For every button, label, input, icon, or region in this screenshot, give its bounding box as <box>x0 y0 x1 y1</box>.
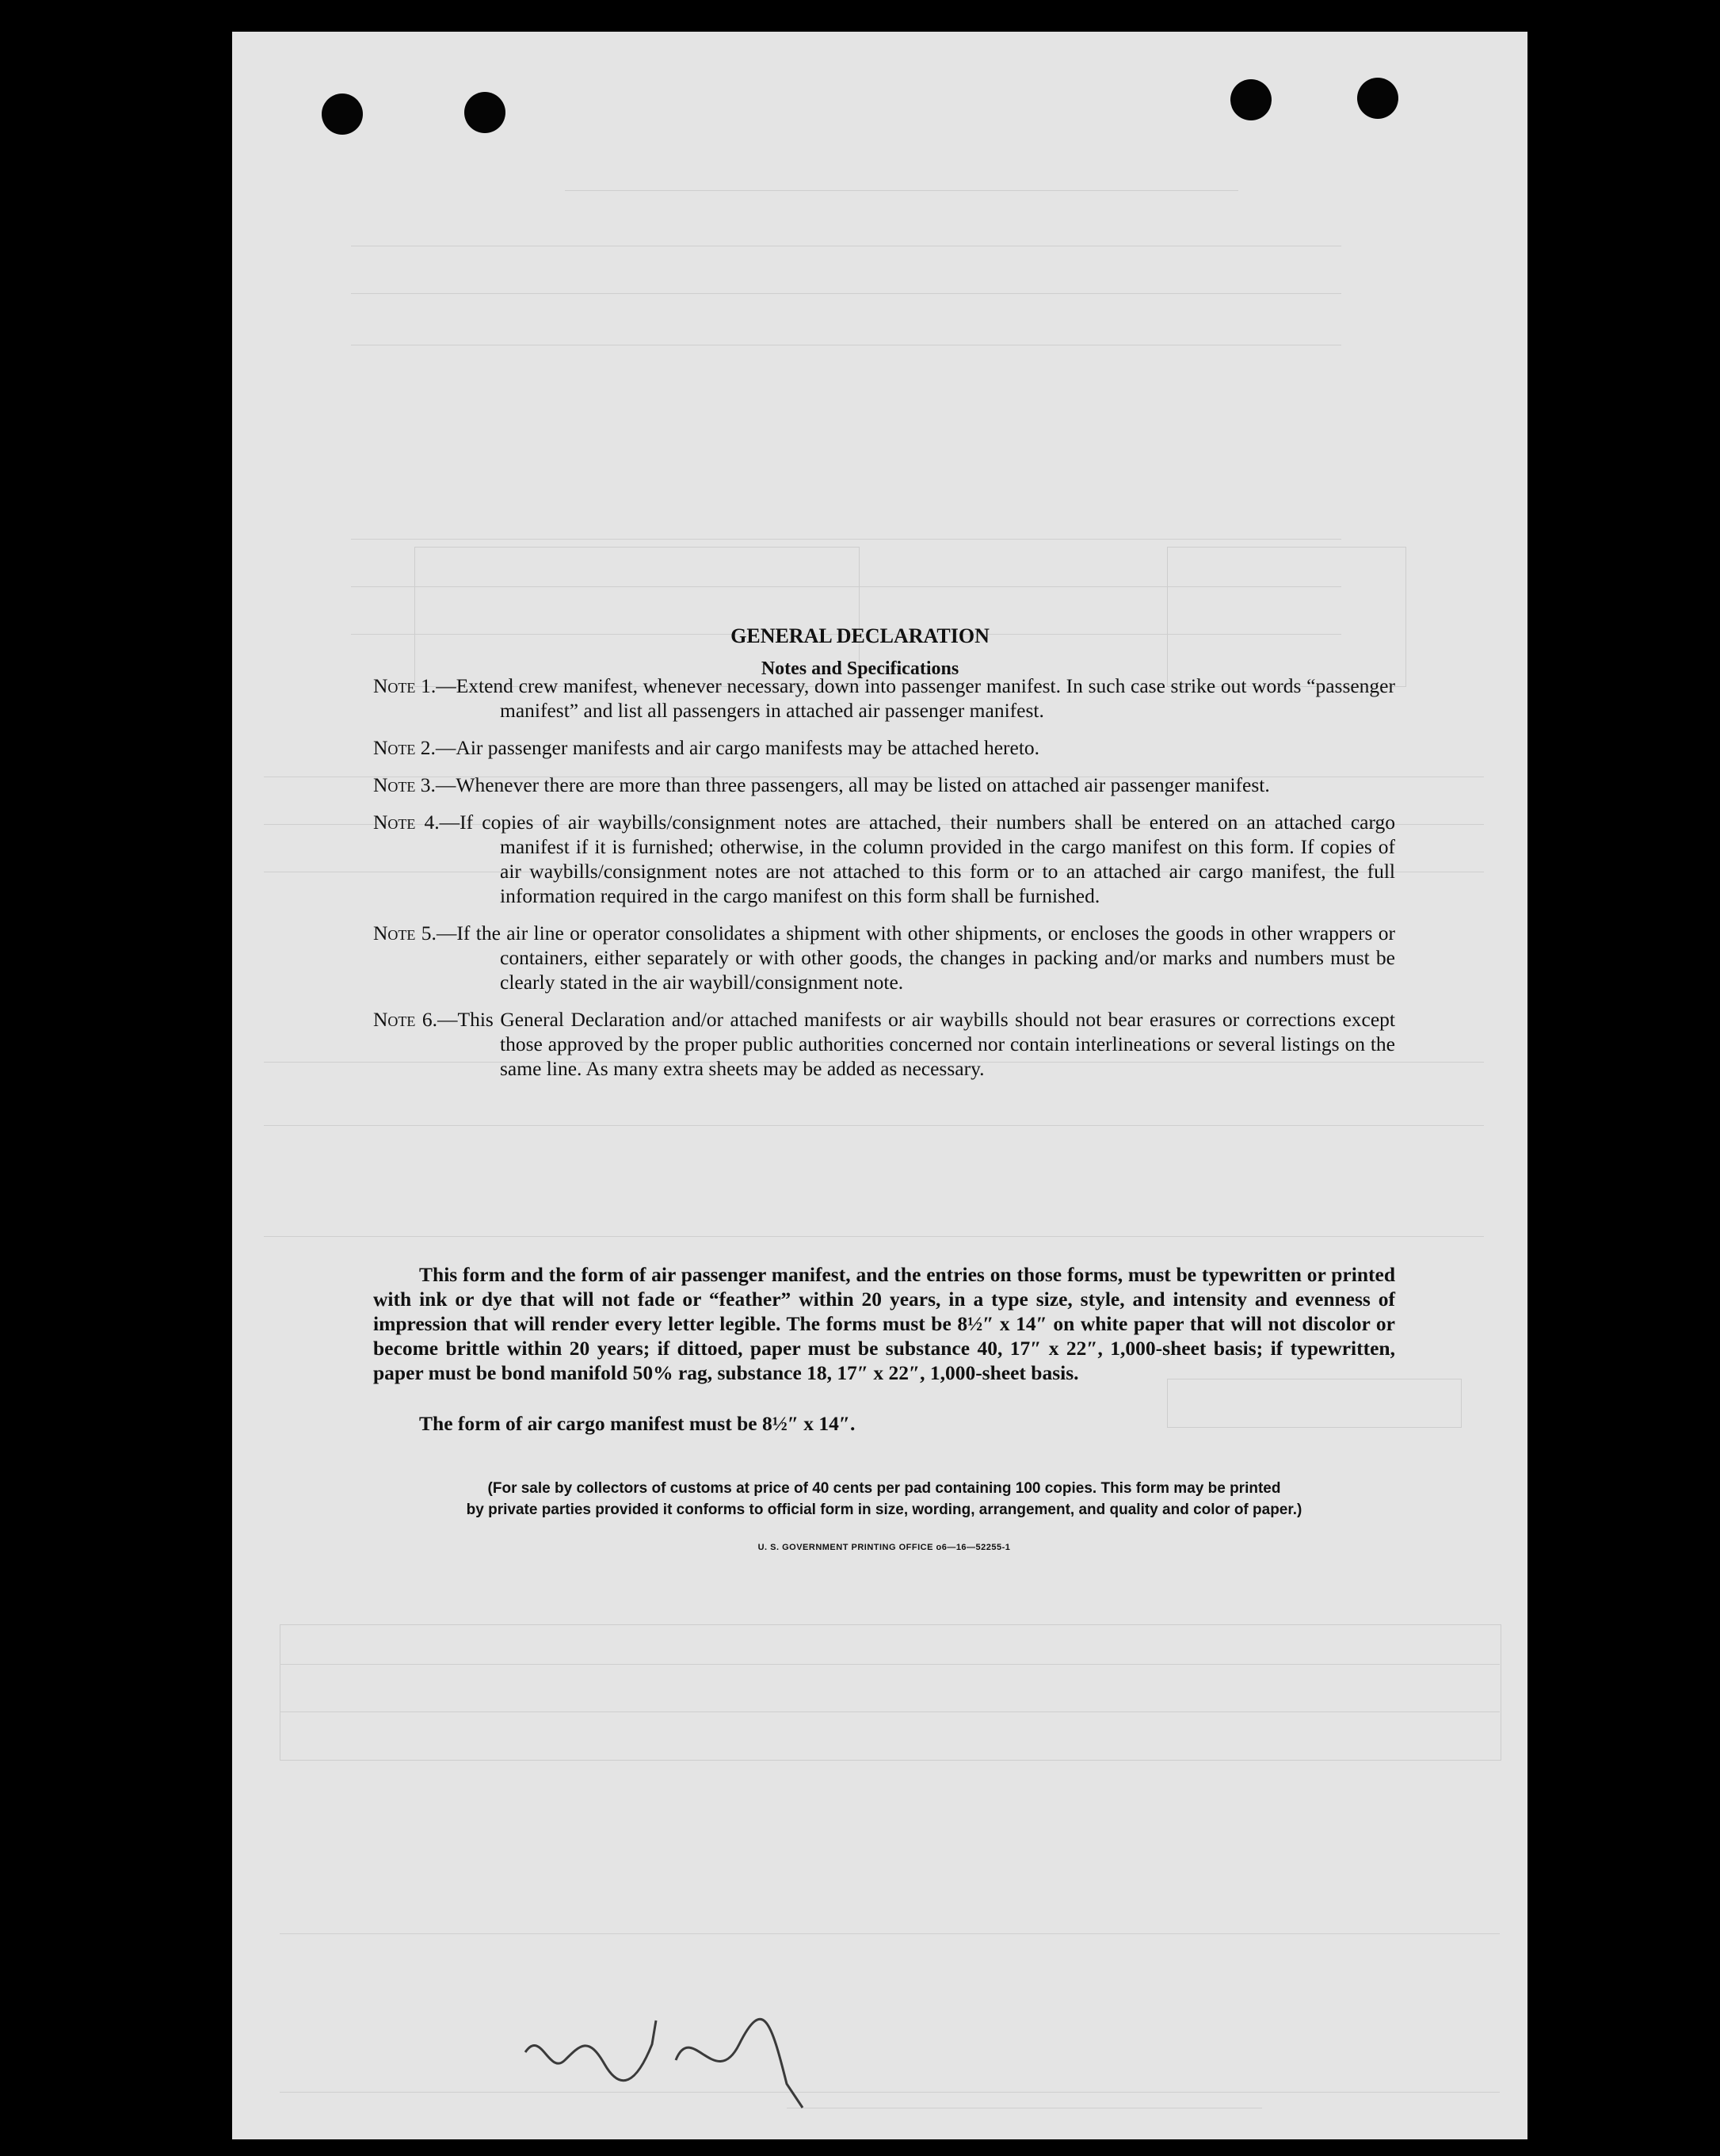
note-text: Extend crew manifest, whenever necessary, down into passenger manifest. In such case strike out words “passenger manifest” and list all passengers in attached air passenger manifest. <box>456 674 1395 722</box>
punch-hole-right-2 <box>1357 78 1398 119</box>
sale-note: (For sale by collectors of customs at price of 40 cents per pad containing 100 copies. This form may be printed by private parties provided it conforms to official form in size, wording, arrangement, and quality and color of paper.) <box>466 1480 1302 1518</box>
note-label: Note 4. <box>373 811 440 834</box>
document-page <box>232 32 1527 2139</box>
document-title: GENERAL DECLARATION <box>730 624 990 647</box>
note-text: Air passenger manifests and air cargo manifests may be attached hereto. <box>456 736 1040 759</box>
document-subtitle: Notes and Specifications <box>761 658 959 679</box>
note-item: Note 6.—This General Declaration and/or attached manifests or air waybills should not bear erasures or corrections except those approved by the proper public authorities concerned nor contain interlineations or several listings on the same line. As many extra sheets may be added as necessary. <box>373 1008 1396 1080</box>
note-label: Note 1. <box>373 674 437 697</box>
punch-hole-left-2 <box>464 92 505 133</box>
note-text: Whenever there are more than three passengers, all may be listed on attached air passenger manifest. <box>456 773 1270 796</box>
notes-list <box>373 674 1395 1093</box>
note-label: Note 6. <box>373 1008 438 1031</box>
signature-bleed-through <box>517 1989 834 2116</box>
note-item: Note 4.—If copies of air waybills/consignment notes are attached, their numbers shall be entered on an attached cargo manifest if it is furnished; otherwise, in the column provided in the cargo manifest on this form. If copies of air waybills/consignment notes are not attached to this form or to an attached air cargo manifest, the full information required in the cargo manifest on this form shall be furnished. <box>373 811 1395 907</box>
form-specification-paragraph: This form and the form of air passenger manifest, and the entries on those forms, must be typewritten or printed with ink or dye that will not fade or “feather” within 20 years, in a type size, style, and intensity and evenness of impression that will render every letter legible. The forms must be 8½″ x 14″ on white paper that will not discolor or become brittle within 20 years; if dittoed, paper must be substance 40, 17″ x 22″, 1,000-sheet basis; if typewritten, paper must be bond manifold 50% rag, substance 18, 17″ x 22″, 1,000-sheet basis. <box>373 1263 1395 1384</box>
note-item: Note 1.—Extend crew manifest, whenever necessary, down into passenger manifest. In such case strike out words “passenger manifest” and list all passengers in attached air passenger manifest. <box>373 674 1395 722</box>
punch-hole-right-1 <box>1230 79 1272 120</box>
note-text: If the air line or operator consolidates a shipment with other shipments, or encloses the goods in other wrappers or containers, either separately or with other goods, the changes in packing and/or marks and numbers must be clearly stated in the air waybill/consignment note. <box>456 922 1395 994</box>
punch-hole-left-1 <box>322 93 363 135</box>
note-label: Note 5. <box>373 922 437 944</box>
note-item: Note 3.—Whenever there are more than three passengers, all may be listed on attached air passenger manifest. <box>373 773 1270 796</box>
note-label: Note 3. <box>373 773 436 796</box>
note-item: Note 5.—If the air line or operator consolidates a shipment with other shipments, or encloses the goods in other wrappers or containers, either separately or with other goods, the changes in packing and/or marks and numbers must be clearly stated in the air waybill/consignment note. <box>373 922 1395 994</box>
printer-imprint: U. S. GOVERNMENT PRINTING OFFICE o6—16—52255-1 <box>757 1543 1011 1552</box>
note-label: Note 2. <box>373 736 436 759</box>
cargo-manifest-size-paragraph: The form of air cargo manifest must be 8½″ x 14″. <box>419 1412 856 1435</box>
note-text: If copies of air waybills/consignment notes are attached, their numbers shall be entered on an attached cargo manifest if it is furnished; otherwise, in the column provided in the cargo manifest on this form. If copies of air waybills/consignment notes are not attached to this form or to an attached air cargo manifest, the full information required in the cargo manifest on this form shall be furnished. <box>460 811 1395 907</box>
note-text: This General Declaration and/or attached manifests or air waybills should not bear erasures or corrections except those approved by the proper public authorities concerned nor contain interlineations or several listings on the same line. As many extra sheets may be added as necessary. <box>457 1008 1396 1080</box>
note-item: Note 2.—Air passenger manifests and air cargo manifests may be attached hereto. <box>373 736 1040 759</box>
